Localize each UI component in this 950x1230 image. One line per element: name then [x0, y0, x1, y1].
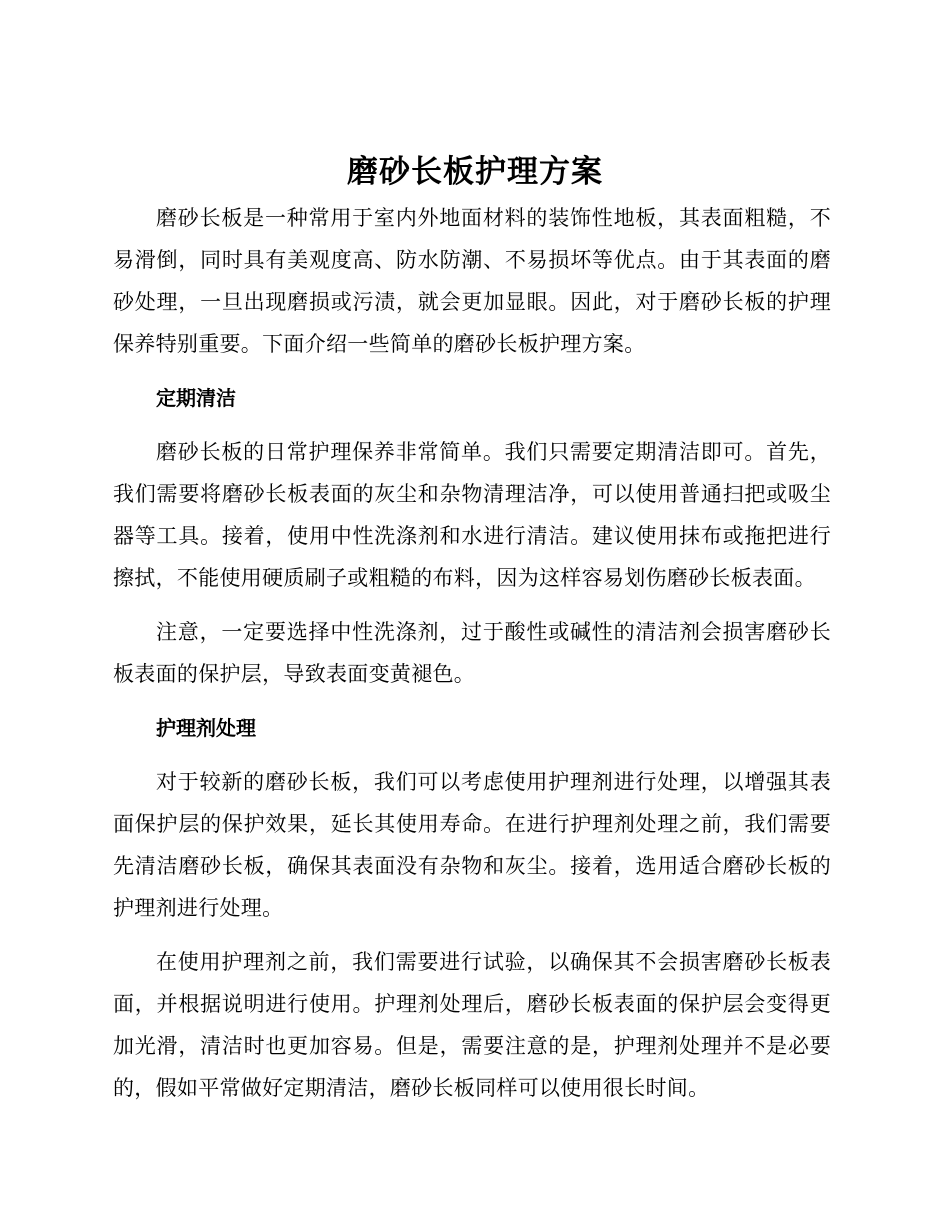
- intro-paragraph: 磨砂长板是一种常用于室内外地面材料的装饰性地板，其表面粗糙，不易滑倒，同时具有美观度高、防水防潮、不易损坏等优点。由于其表面的磨砂处理，一旦出现磨损或污渍，就会更加显眼。因此，对于磨砂长板的护理保养特别重要。下面介绍一些简单的磨砂长板护理方案。: [113, 206, 831, 356]
- cleaning-paragraph-1: 磨砂长板的日常护理保养非常简单。我们只需要定期清洁即可。首先，我们需要将磨砂长板表面的灰尘和杂物清理洁净，可以使用普通扫把或吸尘器等工具。接着，使用中性洗涤剂和水进行清洁。建议使用抹布或拖把进行擦拭，不能使用硬质刷子或粗糙的布料，因为这样容易划伤磨砂长板表面。: [113, 440, 831, 590]
- treatment-paragraph-1: 对于较新的磨砂长板，我们可以考虑使用护理剂进行处理，以增强其表面保护层的保护效果，延长其使用寿命。在进行护理剂处理之前，我们需要先清洁磨砂长板，确保其表面没有杂物和灰尘。接着，选用适合磨砂长板的护理剂进行处理。: [113, 770, 831, 920]
- section-heading-treatment: 护理剂处理: [156, 716, 256, 740]
- treatment-paragraph-2: 在使用护理剂之前，我们需要进行试验，以确保其不会损害磨砂长板表面，并根据说明进行使用。护理剂处理后，磨砂长板表面的保护层会变得更加光滑，清洁时也更加容易。但是，需要注意的是，护理剂处理并不是必要的，假如平常做好定期清洁，磨砂长板同样可以使用很长时间。: [113, 950, 831, 1100]
- section-heading-cleaning: 定期清洁: [156, 386, 236, 410]
- cleaning-paragraph-2: 注意，一定要选择中性洗涤剂，过于酸性或碱性的清洁剂会损害磨砂长板表面的保护层，导致表面变黄褪色。: [113, 620, 831, 686]
- document-body: [113, 197, 831, 1121]
- document-title: 磨砂长板护理方案: [347, 154, 603, 190]
